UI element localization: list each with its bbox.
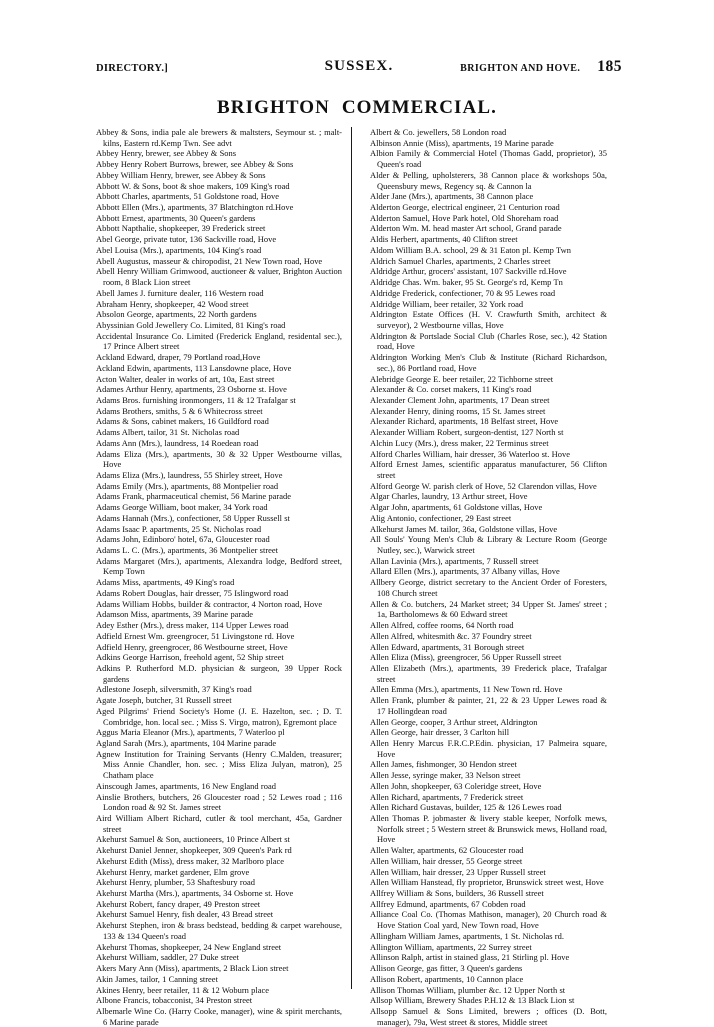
- directory-entry: Aldridge William, beer retailer, 32 York road: [370, 298, 524, 309]
- directory-entry: Alebridge George E. beer retailer, 22 Tichborne street: [370, 373, 554, 384]
- running-head: [96, 58, 622, 78]
- directory-entry: Abyssinian Gold Jewellery Co. Limited, 81 King's road: [96, 319, 286, 330]
- directory-entry: Adams Emily (Mrs.), apartments, 88 Montpelier road: [96, 480, 279, 491]
- directory-entry: Allen Eliza (Miss), greengrocer, 56 Upper Russell street: [370, 652, 562, 663]
- directory-entry: Acton Walter, dealer in works of art, 10a, East street: [96, 373, 275, 384]
- directory-entry: Adams Bros. furnishing ironmongers, 11 & 12 Trafalgar st: [96, 394, 296, 405]
- directory-entry: Alderton George, electrical engineer, 21 Centurion road: [370, 202, 560, 213]
- running-head-left: DIRECTORY.]: [96, 63, 169, 74]
- directory-entry: Allington William, apartments, 22 Surrey street: [370, 941, 532, 952]
- directory-entry: Adams Miss, apartments, 49 King's road: [96, 577, 235, 588]
- directory-entry: Allen Thomas P. jobmaster & livery stable keeper, Norfolk mews, Norfolk street ; 5 Western street & Brunswick mews, Holland road, Hove: [370, 813, 607, 845]
- directory-entry: Allbery George, district secretary to the Ancient Order of Foresters, 108 Church street: [370, 577, 607, 598]
- directory-entry: Allen Richard Gustavas, builder, 125 & 126 Lewes road: [370, 802, 562, 813]
- directory-entry: Abell James J. furniture dealer, 116 Western road: [96, 287, 264, 298]
- running-head-right-group: [460, 58, 622, 76]
- directory-entry: Adfield Henry, greengrocer, 86 Westbourne street, Hove: [96, 641, 288, 652]
- directory-entry: Adlestone Joseph, silversmith, 37 King's road: [96, 684, 252, 695]
- directory-entry: Adams Margaret (Mrs.), apartments, Alexandra lodge, Bedford street, Kemp Town: [96, 555, 342, 577]
- directory-entry: Albion Family & Commercial Hotel (Thomas Gadd, proprietor), 35 Queen's road: [370, 148, 607, 170]
- directory-entry: Allen & Co. butchers, 24 Market street; 34 Upper St. James' street ; 1a, Bartholomews & 60 Edward street: [370, 598, 607, 620]
- directory-entry: Allsop William, Brewery Shades P.H.12 & 13 Black Lion st: [370, 995, 575, 1006]
- directory-entry: Allen Walter, apartments, 62 Gloucester road: [370, 845, 524, 856]
- directory-entry: Adams Eliza (Mrs.), laundress, 55 Shirley street, Hove: [96, 470, 283, 480]
- directory-entry: Allfrey Edmund, apartments, 67 Cobden road: [370, 898, 526, 909]
- directory-entry: Aldridge Chas. Wm. baker, 95 St. George's rd, Kemp Tn: [370, 277, 563, 288]
- directory-entry: Allen Frank, plumber & painter, 21, 22 & 23 Upper Lewes road & 17 Hollingdean road: [370, 695, 607, 716]
- running-head-county: SUSSEX.: [324, 58, 394, 74]
- directory-entry: Allen Henry Marcus F.R.C.P.Edin. physician, 17 Palmeira square, Hove: [370, 737, 607, 759]
- directory-entry: Albinson Annie (Miss), apartments, 19 Marine parade: [370, 137, 554, 148]
- directory-entry: Ainslie Brothers, butchers, 26 Gloucester road ; 52 Lewes road ; 116 London road & 92 St. James street: [96, 791, 342, 813]
- directory-entry: Abbey Henry Robert Burrows, brewer, see Abbey & Sons: [96, 159, 294, 170]
- directory-entry: Abel George, private tutor, 136 Sackville road, Hove: [96, 234, 277, 245]
- directory-entry: Aldis Herbert, apartments, 40 Clifton street: [370, 234, 518, 245]
- directory-entry: Akehurst Samuel & Son, auctioneers, 10 Prince Albert st: [96, 834, 290, 845]
- directory-entry: Allen Richard, apartments, 7 Frederick street: [370, 791, 524, 802]
- directory-entry: Albone Francis, tobacconist, 34 Preston street: [96, 995, 253, 1006]
- directory-entry: Adey Esther (Mrs.), dress maker, 114 Upper Lewes road: [96, 620, 289, 631]
- directory-entry: Allen Jesse, syringe maker, 33 Nelson street: [370, 770, 521, 781]
- directory-entry: Albert & Co. jewellers, 58 London road: [370, 127, 507, 137]
- directory-entry: Akehurst Stephen, iron & brass bedstead, bedding & carpet warehouse, 133 & 134 Queen's road: [96, 920, 342, 941]
- directory-entry: Allen William, hair dresser, 55 George street: [370, 855, 523, 866]
- directory-entry: Adkins George Harrison, freehold agent, 52 Ship street: [96, 652, 284, 663]
- directory-entry: Akehurst William, saddler, 27 Duke street: [96, 952, 240, 963]
- directory-entry: Alexander William Robert, surgeon-dentist, 127 North st: [370, 427, 564, 438]
- directory-entry: Alliance Coal Co. (Thomas Mathison, manager), 20 Church road & Hove Station Coal yard, New Town road, Hove: [370, 909, 607, 931]
- directory-entry: Accidental Insurance Co. Limited (Frederick England, residental sec.), 17 Prince Albert street: [96, 330, 342, 352]
- directory-entry: Allen John, shopkeeper, 63 Coleridge street, Hove: [370, 780, 542, 791]
- directory-entry: Alder & Pelling, upholsterers, 38 Cannon place & workshops 50a, Queensbury mews, Regency sq. & Cannon la: [370, 169, 607, 191]
- page-number: 185: [597, 58, 622, 75]
- directory-entry: Akers Mary Ann (Miss), apartments, 2 Black Lion street: [96, 963, 289, 974]
- directory-entry: Adamson Miss, apartments, 39 Marine parade: [96, 609, 253, 620]
- directory-entry: Alkehurst James M. tailor, 36a, Goldstone villas, Hove: [370, 523, 558, 534]
- directory-entry: Allen Elizabeth (Mrs.), apartments, 39 Frederick place, Trafalgar street: [370, 662, 607, 684]
- directory-entry: Alford Charles William, hair dresser, 36 Waterloo st. Hove: [370, 448, 570, 459]
- column-left: [96, 127, 351, 1027]
- directory-entry: Aldridge Frederick, confectioner, 70 & 95 Lewes road: [370, 287, 556, 298]
- directory-entry: Alexander Richard, apartments, 18 Belfast street, Hove: [370, 416, 559, 427]
- directory-entry: Aldrington Working Men's Club & Institute (Richard Richardson, sec.), 86 Portland road, Hove: [370, 352, 607, 373]
- directory-entry: Abbey Henry, brewer, see Abbey & Sons: [96, 148, 237, 159]
- directory-entry: Allen Emma (Mrs.), apartments, 11 New Town rd. Hove: [370, 684, 563, 695]
- column-right: [352, 127, 607, 1027]
- directory-entry: All Souls' Young Men's Club & Library & Lecture Room (George Nutley, sec.), Warwick street: [370, 534, 607, 556]
- directory-entry: Aldrington & Portslade Social Club (Charles Rose, sec.), 42 Station road, Hove: [370, 330, 607, 352]
- directory-entry: Adkins P. Rutherford M.D. physician & surgeon, 39 Upper Rock gardens: [96, 662, 342, 684]
- directory-entry: Algar Charles, laundry, 13 Arthur street, Hove: [370, 491, 528, 502]
- directory-entry: Aldom William B.A. school, 29 & 31 Eaton pl. Kemp Twn: [370, 244, 571, 255]
- directory-entry: Aggus Maria Eleanor (Mrs.), apartments, 7 Waterloo pl: [96, 727, 285, 738]
- directory-entry: Ainscough James, apartments, 16 New England road: [96, 780, 276, 791]
- directory-entry: Allison Thomas William, plumber &c. 12 Upper North st: [370, 984, 566, 995]
- directory-entry: Allan Lavinia (Mrs.), apartments, 7 Russell street: [370, 555, 539, 566]
- directory-entry: Allen George, cooper, 3 Arthur street, Aldrington: [370, 716, 538, 727]
- directory-entry: Akin James, tailor, 1 Canning street: [96, 973, 218, 984]
- directory-entry: Agnew Institution for Training Servants (Henry C.Malden, treasurer; Miss Annie Chandler, hon. sec. ; Miss Eliza Julyan, matron), 25 Chatham place: [96, 748, 342, 781]
- directory-entry: Adams Frank, pharmaceutical chemist, 56 Marine parade: [96, 491, 291, 502]
- directory-entry: Aldridge Arthur, grocers' assistant, 107 Sackville rd.Hove: [370, 266, 567, 277]
- directory-entry: Akehurst Martha (Mrs.), apartments, 34 Osborne st. Hove: [96, 888, 294, 899]
- directory-entry: Adams & Sons, cabinet makers, 16 Guildford road: [96, 416, 269, 427]
- directory-entry: Allard Ellen (Mrs.), apartments, 37 Albany villas, Hove: [370, 566, 560, 577]
- directory-entry: Akehurst Samuel Henry, fish dealer, 43 Bread street: [96, 909, 274, 920]
- directory-entry: Abbott W. & Sons, boot & shoe makers, 109 King's road: [96, 180, 290, 191]
- directory-entry: Alford Ernest James, scientific apparatus manufacturer, 56 Clifton street: [370, 459, 607, 480]
- directory-entry: Adams Albert, tailor, 31 St. Nicholas road: [96, 427, 240, 438]
- directory-entry: Allen George, hair dresser, 3 Carlton hill: [370, 727, 510, 738]
- directory-entry: Adams Robert Douglas, hair dresser, 75 Islingword road: [96, 587, 289, 598]
- directory-entry: Allison George, gas fitter, 3 Queen's gardens: [370, 963, 523, 974]
- directory-entry: Abraham Henry, shopkeeper, 42 Wood street: [96, 298, 249, 309]
- directory-entry: Allen Edward, apartments, 31 Borough street: [370, 641, 525, 652]
- directory-entry: Adams Isaac P. apartments, 25 St. Nicholas road: [96, 523, 262, 534]
- directory-entry: Algar John, apartments, 61 Goldstone villas, Hove: [370, 502, 543, 513]
- directory-entry: Adams L. C. (Mrs.), apartments, 36 Montpelier street: [96, 545, 278, 556]
- directory-entry: Allen William, hair dresser, 23 Upper Russell street: [370, 866, 546, 877]
- directory-entry: Alig Antonio, confectioner, 29 East street: [370, 512, 512, 523]
- directory-entry: Adams Brothers, smiths, 5 & 6 Whitecross street: [96, 405, 263, 416]
- directory-entry: Alford George W. parish clerk of Hove, 52 Clarendon villas, Hove: [370, 480, 597, 491]
- directory-entry: Akehurst Henry, plumber, 53 Shaftesbury road: [96, 877, 255, 888]
- directory-entry: Allen Alfred, coffee rooms, 64 North road: [370, 620, 514, 631]
- directory-entry: Allingham William James, apartments, 1 St. Nicholas rd.: [370, 930, 564, 941]
- directory-entry: Abbey William Henry, brewer, see Abbey & Sons: [96, 169, 266, 180]
- directory-entry: Allen Alfred, whitesmith &c. 37 Foundry street: [370, 630, 532, 641]
- directory-entry: Abell Henry William Grimwood, auctioneer & valuer, Brighton Auction room, 8 Black Lion street: [96, 266, 342, 288]
- directory-entry: Abbott Charles, apartments, 51 Goldstone road, Hove: [96, 191, 280, 202]
- directory-entry: Akehurst Daniel Jenner, shopkeeper, 309 Queen's Park rd: [96, 845, 292, 856]
- directory-entry: Adams Hannah (Mrs.), confectioner, 58 Upper Russell st: [96, 512, 290, 523]
- directory-entry: Adams Eliza (Mrs.), apartments, 30 & 32 Upper Westbourne villas, Hove: [96, 448, 342, 470]
- directory-entry: Abel Louisa (Mrs.), apartments, 104 King's road: [96, 244, 262, 255]
- directory-entry: Allen William Hanstead, fly proprietor, Brunswick street west, Hove: [370, 877, 604, 888]
- directory-entry: Alexander Clement John, apartments, 17 Dean street: [370, 394, 550, 405]
- directory-entry: Alderton Wm. M. head master Art school, Grand parade: [370, 223, 562, 234]
- running-head-place: BRIGHTON AND HOVE.: [460, 63, 581, 74]
- directory-entry: Allison Robert, apartments, 10 Cannon place: [370, 973, 524, 984]
- directory-entry: Adams William Hobbs, builder & contractor, 4 Norton road, Hove: [96, 598, 323, 609]
- directory-entry: Aird William Albert Richard, cutler & tool merchant, 45a, Gardner street: [96, 813, 342, 834]
- directory-entry: Alder Jane (Mrs.), apartments, 38 Cannon place: [370, 191, 534, 202]
- directory-entry: Akehurst Thomas, shopkeeper, 24 New England street: [96, 941, 282, 952]
- directory-entry: Alderton Samuel, Hove Park hotel, Old Shoreham road: [370, 212, 559, 223]
- directory-entry: Akehurst Henry, market gardener, Elm grove: [96, 866, 250, 877]
- directory-columns: [96, 127, 624, 1027]
- directory-entry: Ackland Edward, draper, 79 Portland road,Hove: [96, 352, 261, 363]
- directory-entry: Alchin Lucy (Mrs.), dress maker, 22 Terminus street: [370, 437, 549, 448]
- directory-entry: Allfrey William & Sons, builders, 36 Russell street: [370, 888, 544, 899]
- directory-entry: Akehurst Edith (Miss), dress maker, 32 Marlboro place: [96, 855, 284, 866]
- directory-entry: Akehurst Robert, fancy draper, 49 Preston street: [96, 898, 261, 909]
- directory-entry: Albemarle Wine Co. (Harry Cooke, manager), wine & spirit merchants, 6 Marine parade: [96, 1005, 342, 1027]
- directory-entry: Abbott Napthalie, shopkeeper, 39 Frederick street: [96, 223, 266, 234]
- directory-entry: Abbey & Sons, india pale ale brewers & maltsters, Seymour st. ; malt-kilns, Eastern rd.Kemp Twn. See advt: [96, 127, 342, 148]
- directory-entry: Alexander & Co. corset makers, 11 King's road: [370, 384, 532, 395]
- directory-entry: Aldrich Samuel Charles, apartments, 2 Charles street: [370, 255, 551, 266]
- directory-entry: Akines Henry, beer retailer, 11 & 12 Woburn place: [96, 984, 270, 995]
- directory-entry: Adams George William, boot maker, 34 York road: [96, 502, 268, 513]
- directory-entry: Alexander Henry, dining rooms, 15 St. James street: [370, 405, 546, 416]
- directory-entry: Abell Augustus, masseur & chiropodist, 21 New Town road, Hove: [96, 255, 323, 266]
- directory-entry: Agland Sarah (Mrs.), apartments, 104 Marine parade: [96, 737, 277, 748]
- directory-entry: Aldrington Estate Offices (H. V. Crawfurth Smith, architect & surveyor), 2 Westbourne villas, Hove: [370, 309, 607, 330]
- directory-entry: Aged Pilgrims' Friend Society's Home (J. E. Hazelton, sec. ; D. T. Combridge, hon. local sec. ; Miss S. Virgo, matron), Egremont place: [96, 705, 342, 727]
- directory-entry: Allsopp Samuel & Sons Limited, brewers ; offices (D. Bott, manager), 79a, West street & stores, Middle street: [370, 1005, 607, 1027]
- directory-entry: Absolon George, apartments, 22 North gardens: [96, 309, 257, 320]
- section-title: BRIGHTON COMMERCIAL.: [217, 97, 497, 118]
- directory-entry: Adames Arthur Henry, apartments, 23 Osborne st. Hove: [96, 384, 287, 395]
- directory-entry: Ackland Edwin, apartments, 113 Lansdowne place, Hove: [96, 362, 292, 373]
- directory-entry: Adfield Ernest Wm. greengrocer, 51 Livingstone rd. Hove: [96, 630, 295, 641]
- directory-entry: Allen James, fishmonger, 30 Hendon street: [370, 759, 517, 770]
- directory-entry: Allinson Ralph, artist in stained glass, 21 Stirling pl. Hove: [370, 952, 570, 963]
- directory-entry: Abbott Ellen (Mrs.), apartments, 37 Blatchington rd.Hove: [96, 202, 294, 213]
- directory-entry: Abbott Ernest, apartments, 30 Queen's gardens: [96, 212, 256, 223]
- directory-entry: Adams John, Edinboro' hotel, 67a, Gloucester road: [96, 534, 270, 545]
- directory-entry: Agate Joseph, butcher, 31 Russell street: [96, 695, 232, 706]
- directory-entry: Adams Ann (Mrs.), laundress, 14 Roedean road: [96, 437, 259, 448]
